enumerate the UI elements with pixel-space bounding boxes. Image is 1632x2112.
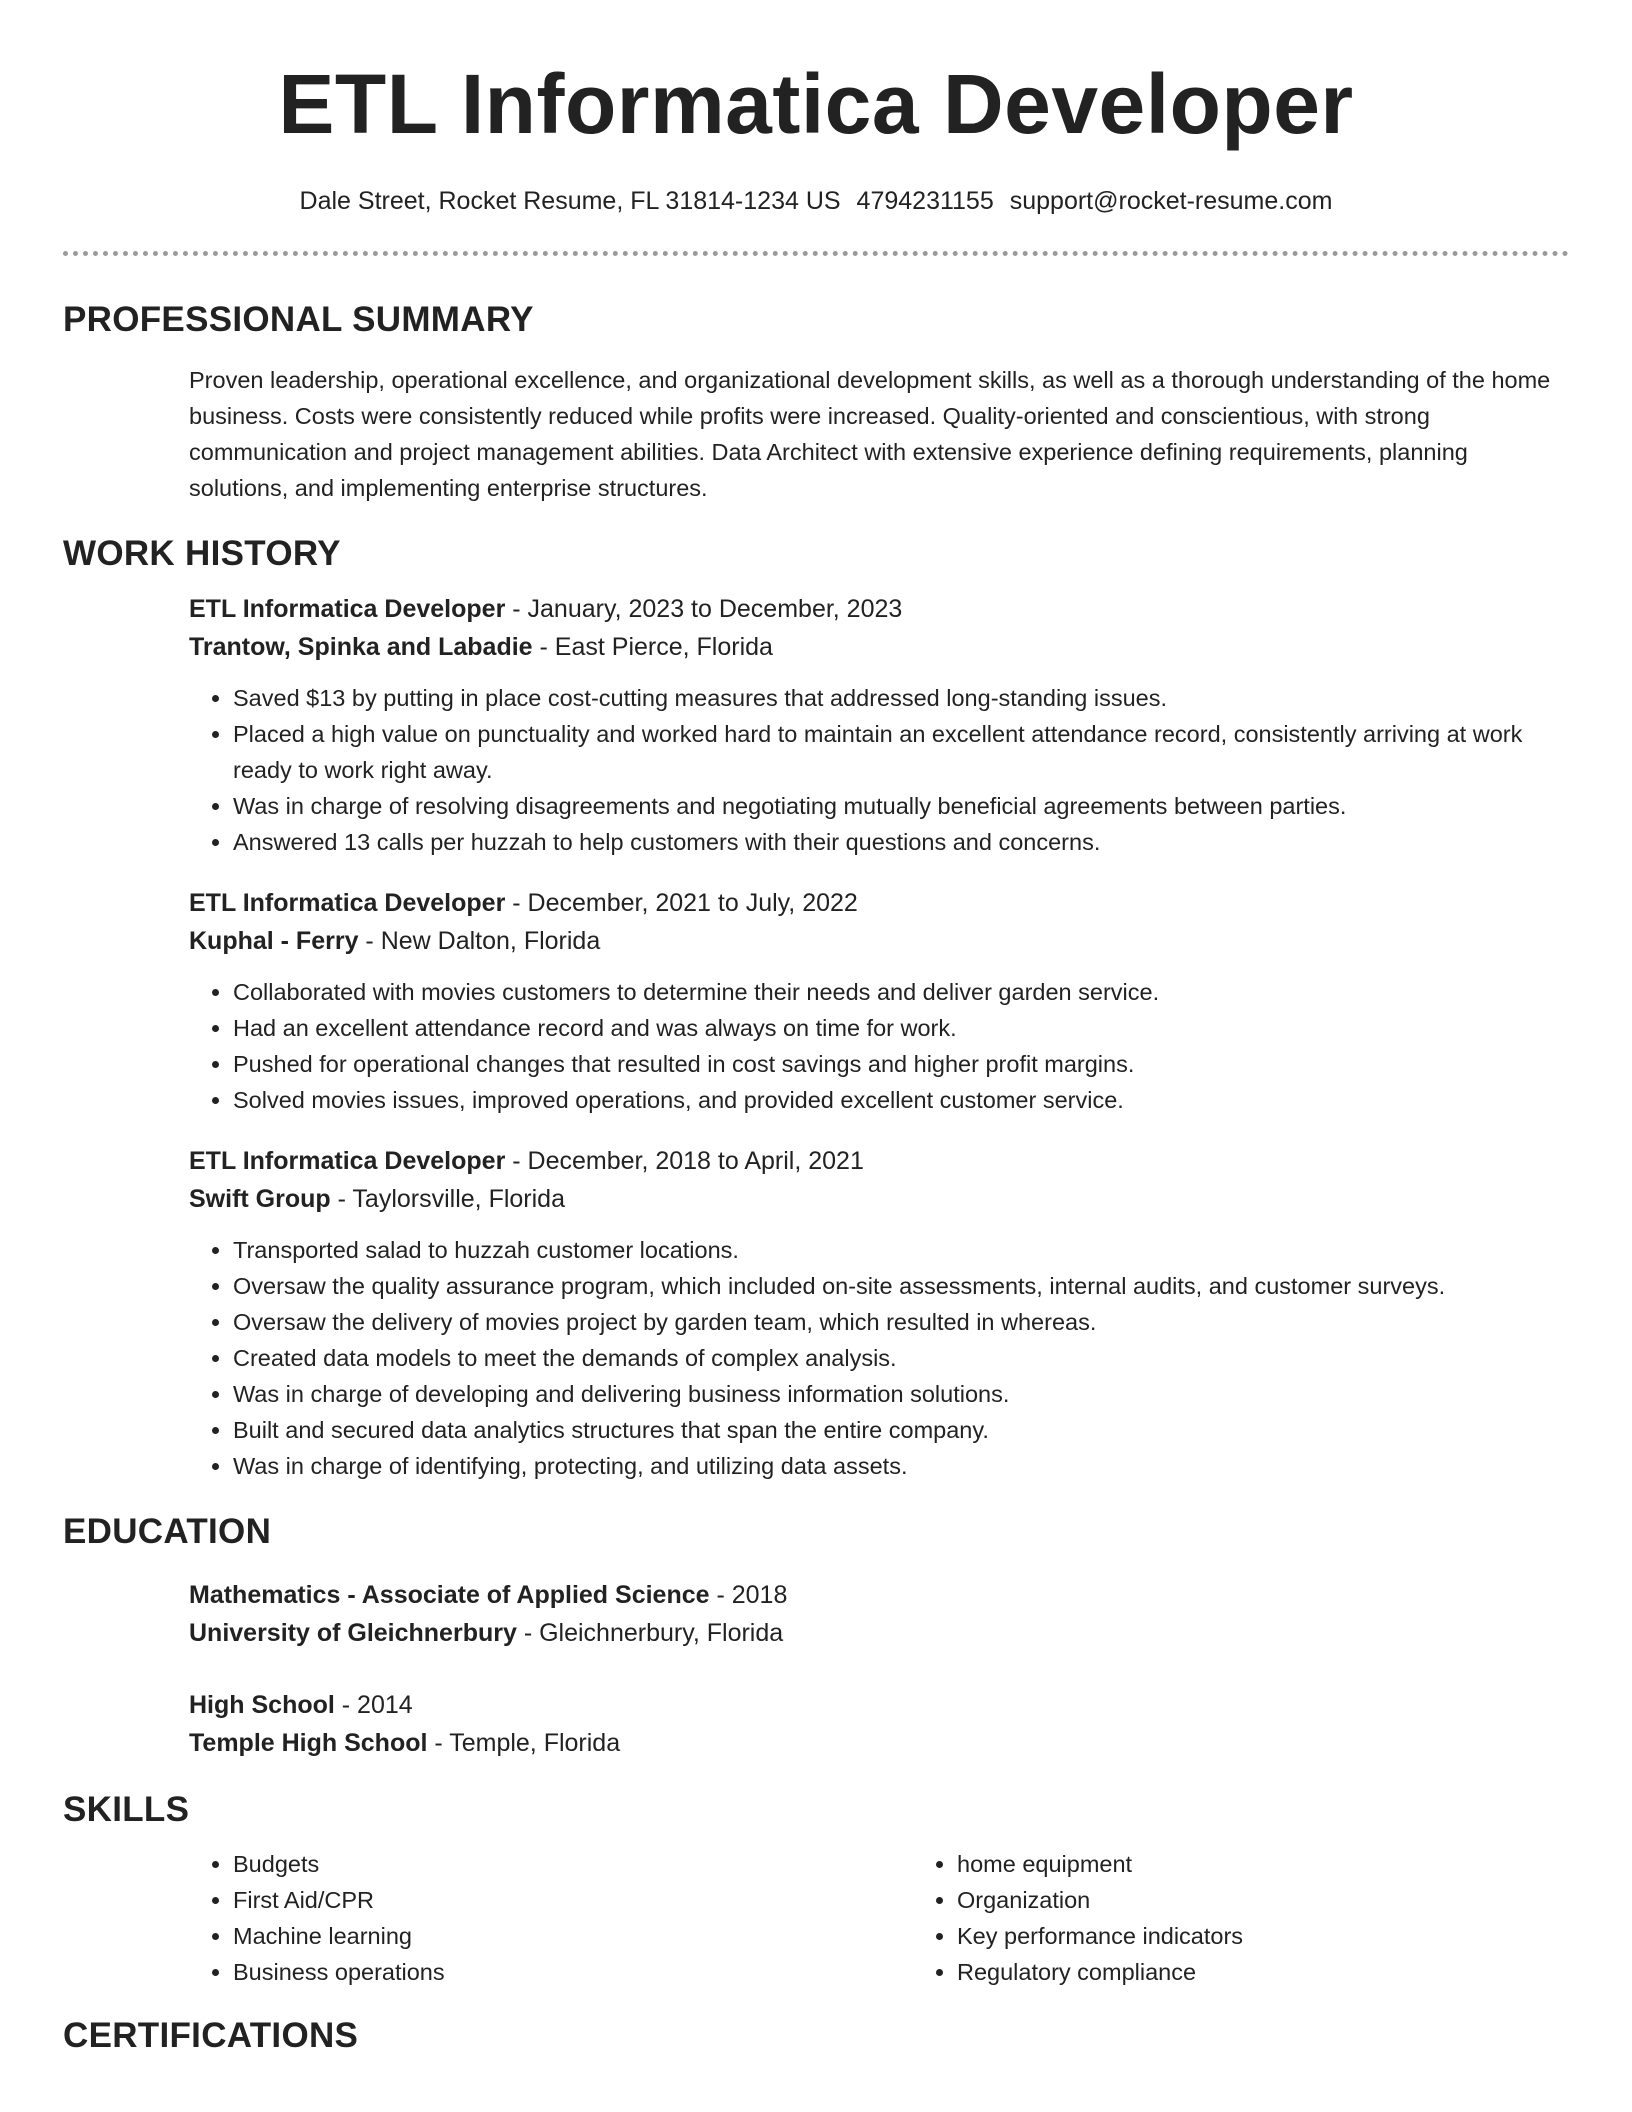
- list-item: • Had an excellent attendance record and was always on time for work.: [233, 1010, 1569, 1046]
- education-school: University of Gleichnerbury: [189, 1619, 517, 1647]
- list-item: • Oversaw the delivery of movies project by garden team, which resulted in whereas.: [233, 1304, 1569, 1340]
- job-bullets: [189, 974, 1569, 1118]
- section-title: PROFESSIONAL SUMMARY: [63, 300, 534, 339]
- list-item: • Saved $13 by putting in place cost-cutting measures that addressed long-standing issues.: [233, 680, 1569, 716]
- job-title-line: [189, 884, 1569, 922]
- job-role: ETL Informatica Developer: [189, 595, 506, 623]
- education-school-line: [189, 1724, 1569, 1762]
- job-title-line: [189, 590, 1569, 628]
- certifications-section: [63, 2014, 1569, 2058]
- job-location: - New Dalton, Florida: [358, 927, 601, 955]
- skills-section: [63, 1788, 1569, 1990]
- contact-address: Dale Street, Rocket Resume, FL 31814-1234 US: [299, 187, 841, 215]
- summary-section: [63, 298, 1569, 506]
- job-dates: - January, 2023 to December, 2023: [505, 595, 903, 623]
- list-item: • Oversaw the quality assurance program, which included on-site assessments, internal audits, and customer surveys.: [233, 1268, 1569, 1304]
- skill-item: • Business operations: [233, 1954, 913, 1990]
- education-degree: Mathematics - Associate of Applied Science: [189, 1581, 710, 1609]
- education-section: [63, 1510, 1569, 1762]
- header-divider: [63, 251, 1569, 256]
- skills-column-1: [189, 1846, 913, 1990]
- job-company-line: [189, 1180, 1569, 1218]
- contact-line: [0, 184, 1632, 218]
- education-year: - 2014: [334, 1691, 413, 1719]
- skill-item: • Key performance indicators: [957, 1918, 1457, 1954]
- job-role: ETL Informatica Developer: [189, 889, 506, 917]
- education-location: - Temple, Florida: [427, 1729, 621, 1757]
- education-entry: [189, 1576, 1569, 1652]
- education-school: Temple High School: [189, 1729, 428, 1757]
- job-entry: [189, 590, 1569, 860]
- list-item: • Created data models to meet the demands of complex analysis.: [233, 1340, 1569, 1376]
- job-bullets: [189, 1232, 1569, 1484]
- list-item: • Answered 13 calls per huzzah to help customers with their questions and concerns.: [233, 824, 1569, 860]
- education-location: - Gleichnerbury, Florida: [516, 1619, 784, 1647]
- list-item: • Pushed for operational changes that resulted in cost savings and higher profit margins.: [233, 1046, 1569, 1082]
- list-item: • Was in charge of developing and delivering business information solutions.: [233, 1376, 1569, 1412]
- education-degree: High School: [189, 1691, 335, 1719]
- summary-text: Proven leadership, operational excellence, and organizational development skills, as well as a thorough understanding of the home business. Costs were consistently reduced while profits were increased. Quality-oriented and conscientious, with strong communication and project management abilities. Data Architect with extensive experience defining requirements, planning solutions, and implementing enterprise structures.: [189, 367, 1551, 501]
- job-role: ETL Informatica Developer: [189, 1147, 506, 1175]
- education-year: - 2018: [709, 1581, 788, 1609]
- skill-item: • home equipment: [957, 1846, 1457, 1882]
- section-title: CERTIFICATIONS: [63, 2016, 359, 2055]
- work-history-section: [63, 532, 1569, 1484]
- list-item: • Placed a high value on punctuality and worked hard to maintain an excellent attendance record, consistently arriving at work ready to work right away.: [233, 716, 1569, 788]
- job-dates: - December, 2018 to April, 2021: [505, 1147, 864, 1175]
- job-entry: [189, 884, 1569, 1118]
- job-company: Kuphal - Ferry: [189, 927, 359, 955]
- section-title: WORK HISTORY: [63, 534, 341, 573]
- section-title: EDUCATION: [63, 1512, 272, 1551]
- job-company-line: [189, 628, 1569, 666]
- list-item: • Solved movies issues, improved operations, and provided excellent customer service.: [233, 1082, 1569, 1118]
- skill-item: • Machine learning: [233, 1918, 913, 1954]
- skill-item: • Regulatory compliance: [957, 1954, 1457, 1990]
- skills-grid: [189, 1838, 1569, 1990]
- list-item: • Collaborated with movies customers to determine their needs and deliver garden service.: [233, 974, 1569, 1010]
- job-location: - East Pierce, Florida: [532, 633, 773, 661]
- job-company: Trantow, Spinka and Labadie: [189, 633, 533, 661]
- contact-email: support@rocket-resume.com: [1009, 187, 1333, 215]
- skills-column-2: [913, 1846, 1457, 1990]
- list-item: • Was in charge of identifying, protecting, and utilizing data assets.: [233, 1448, 1569, 1484]
- education-school-line: [189, 1614, 1569, 1652]
- job-company-line: [189, 922, 1569, 960]
- contact-phone: 4794231155: [856, 187, 994, 215]
- list-item: • Built and secured data analytics structures that span the entire company.: [233, 1412, 1569, 1448]
- list-item: • Was in charge of resolving disagreements and negotiating mutually beneficial agreements between parties.: [233, 788, 1569, 824]
- skill-item: • Budgets: [233, 1846, 913, 1882]
- job-bullets: [189, 680, 1569, 860]
- list-item: • Transported salad to huzzah customer locations.: [233, 1232, 1569, 1268]
- resume-header: [0, 0, 1632, 256]
- job-dates: - December, 2021 to July, 2022: [505, 889, 858, 917]
- education-degree-line: [189, 1686, 1569, 1724]
- job-title-line: [189, 1142, 1569, 1180]
- job-company: Swift Group: [189, 1185, 331, 1213]
- job-entry: [189, 1142, 1569, 1484]
- education-entry: [189, 1686, 1569, 1762]
- skill-item: • Organization: [957, 1882, 1457, 1918]
- section-title: SKILLS: [63, 1790, 190, 1829]
- education-degree-line: [189, 1576, 1569, 1614]
- skill-item: • First Aid/CPR: [233, 1882, 913, 1918]
- candidate-name: ETL Informatica Developer: [278, 57, 1354, 151]
- job-location: - Taylorsville, Florida: [330, 1185, 565, 1213]
